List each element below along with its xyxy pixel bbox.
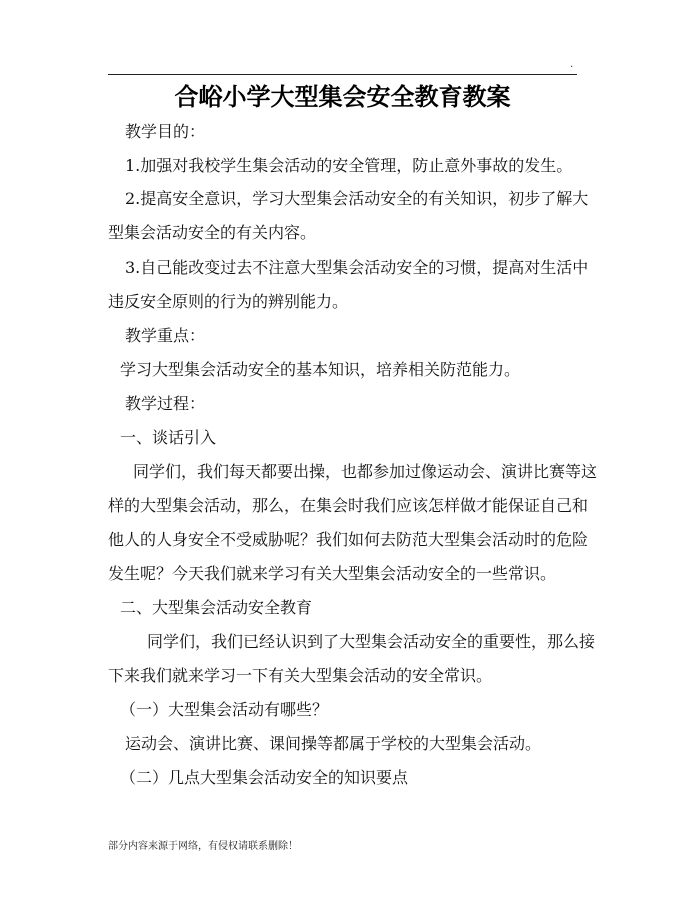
paragraph-line: 同学们，我们每天都要出操，也都参加过像运动会、演讲比赛等这 [133, 462, 598, 481]
objective-line: 3.自己能改变过去不注意大型集会活动安全的习惯，提高对生活中 [125, 258, 589, 277]
section-heading-process: 教学过程： [125, 394, 206, 413]
objective-line: 2.提高安全意识，学习大型集会活动安全的有关知识，初步了解大 [125, 189, 589, 208]
footer-disclaimer: 部分内容来源于网络，有侵权请联系删除！ [108, 841, 298, 852]
paragraph-line: 样的大型集会活动，那么，在集会时我们应该怎样做才能保证自己和 [108, 496, 589, 515]
objective-line: 违反安全原则的行为的辨别能力。 [108, 292, 349, 311]
section-heading-objectives: 教学目的： [125, 122, 206, 141]
subheading-knowledge-points: （二）几点大型集会活动安全的知识要点 [120, 768, 409, 787]
objective-line: 型集会活动安全的有关内容。 [108, 223, 317, 242]
paragraph-line: 运动会、演讲比赛、课间操等都属于学校的大型集会活动。 [125, 734, 542, 753]
paragraph-line: 下来我们就来学习一下有关大型集会活动的安全常识。 [108, 666, 493, 685]
objective-line: 1.加强对我校学生集会活动的安全管理，防止意外事故的发生。 [125, 156, 573, 175]
key-point-line: 学习大型集会活动安全的基本知识，培养相关防范能力。 [120, 360, 521, 379]
paragraph-line: 发生呢？今天我们就来学习有关大型集会活动安全的一些常识。 [108, 564, 557, 583]
document-title: 合峪小学大型集会安全教育教案 [174, 82, 511, 111]
subheading-intro: 一、谈话引入 [120, 428, 217, 447]
header-corner-mark: . [570, 59, 574, 70]
paragraph-line: 同学们，我们已经认识到了大型集会活动安全的重要性，那么接 [147, 632, 596, 651]
subheading-activities: （一）大型集会活动有哪些？ [120, 700, 329, 719]
paragraph-line: 他人的人身安全不受威胁呢？我们如何去防范大型集会活动时的危险 [108, 530, 589, 549]
header-rule [108, 74, 577, 75]
section-heading-key-points: 教学重点： [125, 326, 206, 345]
subheading-safety-education: 二、大型集会活动安全教育 [120, 598, 313, 617]
